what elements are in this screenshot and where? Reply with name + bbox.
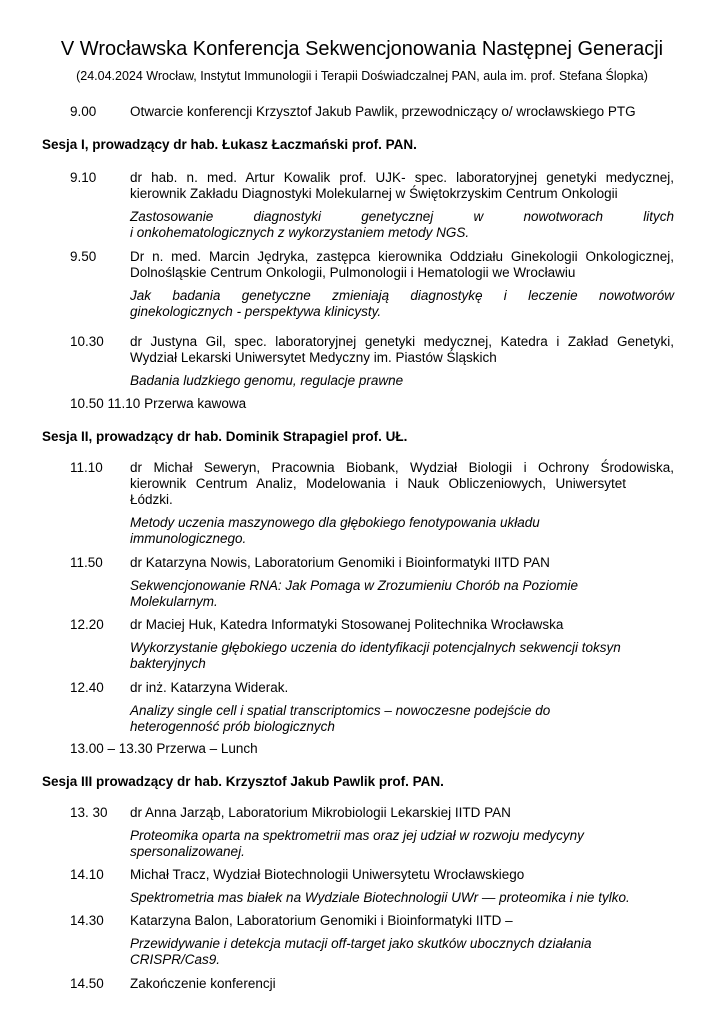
session-heading-1: Sesja I, prowadzący dr hab. Łukasz Łaczmański prof. PAN. xyxy=(42,137,417,152)
talk-topic-line: spersonalizowanej. xyxy=(130,844,245,859)
talk-topic-line: Molekularnym. xyxy=(130,594,218,609)
talk-speaker-line: dr Justyna Gil, spec. laboratoryjnej genetyki medycznej, Katedra i Zakład Genetyki, xyxy=(130,334,674,349)
talk-body xyxy=(130,334,674,389)
talk-speaker-line: dr Michał Seweryn, Pracownia Biobank, Wydział Biologii i Ochrony Środowiska, xyxy=(130,460,674,475)
talk-speaker-line: dr inż. Katarzyna Widerak. xyxy=(130,680,289,695)
talk-speaker-line: dr Katarzyna Nowis, Laboratorium Genomiki i Bioinformatyki IITD PAN xyxy=(130,555,550,570)
talk-body xyxy=(130,249,674,320)
talk-body xyxy=(130,867,674,906)
talk-speaker-line: kierownik Centrum Analiz, Modelowania i Nauk Obliczeniowych, Uniwersytet xyxy=(130,476,626,491)
talk-speaker-line: dr Maciej Huk, Katedra Informatyki Stosowanej Politechnika Wrocławska xyxy=(130,617,564,632)
talk-topic-line: Sekwencjonowanie RNA: Jak Pomaga w Zrozumieniu Chorób na Poziomie xyxy=(130,578,578,593)
talk-speaker-line: kierownik Zakładu Diagnostyki Molekularnej w Świętokrzyskim Centrum Onkologii xyxy=(130,186,618,201)
talk-body xyxy=(130,555,674,610)
talk-time: 9.50 xyxy=(70,249,97,264)
talk-time: 12.40 xyxy=(70,680,104,695)
talk-speaker-line: Dolnośląskie Centrum Onkologii, Pulmonologii i Hematologii we Wrocławiu xyxy=(130,265,576,280)
talk-time: 13. 30 xyxy=(70,805,108,820)
talk-body xyxy=(130,460,674,547)
talk-time: 14.30 xyxy=(70,913,104,928)
talk-topic-line: Spektrometria mas białek na Wydziale Biotechnologii UWr — proteomika i nie tylko. xyxy=(130,890,630,905)
talk-time: 11.50 xyxy=(70,555,103,570)
talk-topic-line: Przewidywanie i detekcja mutacji off-target jako skutków ubocznych działania xyxy=(130,936,592,951)
break-item: 13.00 – 13.30 Przerwa – Lunch xyxy=(70,741,258,756)
talk-topic-line: bakteryjnych xyxy=(130,656,206,671)
talk-time: 11.10 xyxy=(70,460,103,475)
talk-body xyxy=(130,680,674,735)
session-heading-2: Sesja II, prowadzący dr hab. Dominik Strapagiel prof. UŁ. xyxy=(42,429,408,444)
talk-body xyxy=(130,805,674,860)
talk-topic-line: i onkohematologicznych z wykorzystaniem metody NGS. xyxy=(130,225,470,240)
item-time: 9.00 xyxy=(70,104,97,119)
talk-topic-line: Zastosowanie diagnostyki genetycznej w nowotworach litych xyxy=(130,209,674,224)
talk-speaker-line: Wydział Lekarski Uniwersytet Medyczny im. Piastów Śląskich xyxy=(130,350,497,365)
page-title: V Wrocławska Konferencja Sekwencjonowania Następnej Generacji xyxy=(60,38,664,60)
talk-topic-line: Analizy single cell i spatial transcriptomics – nowoczesne podejście do xyxy=(130,703,551,718)
talk-topic-line: immunologicznego. xyxy=(130,531,247,546)
session-heading-3: Sesja III prowadzący dr hab. Krzysztof Jakub Pawlik prof. PAN. xyxy=(42,774,444,789)
talk-time: 12.20 xyxy=(70,617,104,632)
talk-topic-line: heterogenność prób biologicznych xyxy=(130,719,335,734)
talk-topic-line: Badania ludzkiego genomu, regulacje prawne xyxy=(130,373,404,388)
talk-speaker-line: Dr n. med. Marcin Jędryka, zastępca kierownika Oddziału Ginekologii Onkologicznej, xyxy=(130,249,674,264)
talk-topic-line: ginekologicznych - perspektywa klinicysty. xyxy=(130,304,382,319)
talk-speaker-line: dr hab. n. med. Artur Kowalik prof. UJK- spec. laboratoryjnej genetyki medycznej, xyxy=(130,170,674,185)
talk-topic-line: Metody uczenia maszynowego dla głębokiego fenotypowania układu xyxy=(130,515,540,530)
item-time: 14.50 xyxy=(70,976,104,991)
talk-time: 9.10 xyxy=(70,170,97,185)
item-text: Otwarcie konferencji Krzysztof Jakub Pawlik, przewodniczący o/ wrocławskiego PTG xyxy=(130,104,636,119)
talk-time: 10.30 xyxy=(70,334,104,349)
talk-body xyxy=(130,170,674,241)
talk-body xyxy=(130,617,674,672)
talk-topic-line: Proteomika oparta na spektrometrii mas oraz jej udział w rozwoju medycyny xyxy=(130,828,584,843)
talk-time: 14.10 xyxy=(70,867,104,882)
talk-speaker-line: Katarzyna Balon, Laboratorium Genomiki i Bioinformatyki IITD – xyxy=(130,913,513,928)
talk-speaker-line: Michał Tracz, Wydział Biotechnologii Uniwersytetu Wrocławskiego xyxy=(130,867,525,882)
talk-topic-line: CRISPR/Cas9. xyxy=(130,952,221,967)
item-text: Zakończenie konferencji xyxy=(130,976,276,991)
page-subtitle: (24.04.2024 Wrocław, Instytut Immunologii i Terapii Doświadczalnej PAN, aula im. prof. Stefana Ślopka) xyxy=(76,69,648,83)
talk-speaker-line: dr Anna Jarząb, Laboratorium Mikrobiologii Lekarskiej IITD PAN xyxy=(130,805,511,820)
break-item: 10.50 11.10 Przerwa kawowa xyxy=(70,396,247,411)
talk-body xyxy=(130,913,674,968)
talk-topic-line: Wykorzystanie głębokiego uczenia do identyfikacji potencjalnych sekwencji toksyn xyxy=(130,640,621,655)
talk-speaker-line: Łódzki. xyxy=(130,492,173,507)
talk-topic-line: Jak badania genetyczne zmieniają diagnostykę i leczenie nowotworów xyxy=(130,288,674,303)
